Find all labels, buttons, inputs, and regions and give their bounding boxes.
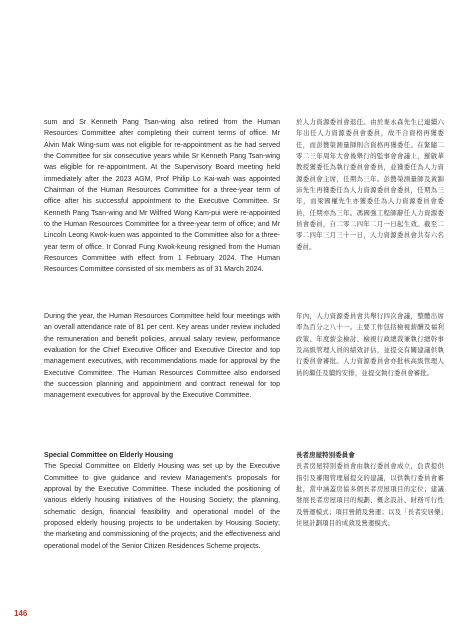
english-paragraph-3: The Special Committee on Elderly Housing was set up by the Executive Committee to give guidance and review Management’s proposals for approval by the Executive Committee. These included the positioning of various elderly housing initiatives of the Housing Society; the planning, schematic design, financial feasibility and operational model of the proposed elderly housing projects to be undertaken by Housing Society; the marketing and commissioning of the projects; and the effectiveness and operational model of the Senior Citizen Residences Scheme projects. — [44, 463, 280, 550]
section-heading-elderly-housing: Special Committee on Elderly Housing — [44, 452, 174, 459]
chinese-paragraph-3: 長者房屋特別委員會由執行委員會成立，負責提供指引及審閱管理層提交的建議，以供執行委員會審批，當中涵蓋房協多個長者房屋項目的定位；建議發展長者房屋項目的規劃、概念設計、財務可行性及營運模式；項目營銷及營運；以及「長者安居樂」住屋計劃項目的成效及營運模式。 — [296, 462, 444, 528]
chinese-paragraph-1: 於人力資源委員會退任。由於麥永森先生已連續六年出任人力資源委員會委員，故不合資格再獲委任，而彭贊榮測量師則合資格再獲委任。在緊隨二零二三年周年大會後舉行的監事會會議上，羅啟華教授獲委任為執行委員會委員，並獲委任為人力資源委員會主席，任期為三年。彭贊榮測量師及黃錦沛先生再獲委任為人力資源委員會委員，任期為三年，而梁國權先生亦獲委任為人力資源委員會委員，任期亦為三年。馮國強工程師辭任人力資源委員會委員，自二零二四年二月一日起生效。截至二零二四年三月三十一日，人力資源委員會共有六名委員。 — [296, 118, 444, 251]
english-paragraph-1: sum and Sr Kenneth Pang Tsan-wing also retired from the Human Resources Committee after completing their current terms of office. Mr Alvin Mak Wing-sum was not eligible for re-appointment as he had served the Committee for six consecutive years while Sr Kenneth Pang Tsan-wing was eligible for re-appointment. At the Supervisory Board meeting held immediately after the 2023 AGM, Prof Philip Lo Kai-wah was appointed Chairman of the Human Resources Committee for a three-year term of office after his successful appointment to the Executive Committee. Sr Kenneth Pang Tsan-wing and Mr Wilfred Wong Kam-pui were re-appointed to the Human Resources Committee for a three-year term of office; and Mr Lincoln Leong Kwok-kuen was appointed to the Committee also for a three-year term of office. Ir Conrad Fung Kwok-keung resigned from the Human Resources Committee with effect from 1 February 2024. The Human Resources Committee consisted of six members as of 31 March 2024. — [44, 119, 280, 274]
chinese-paragraph-2: 年內，人力資源委員會共舉行四次會議，整體出席率為百分之八十一。主要工作包括檢視薪酬及福利政策、年度薪金檢討、檢視行政總裁兼執行總幹事及高級管理人員的績效評估，並提交有關建議供執行委員會審批。人力資源委員會亦批核高級管理人員的繼任及續約安排，並提交執行委員會審批。 — [296, 312, 444, 377]
page-number: 146 — [14, 609, 28, 618]
chinese-section-heading: 長者房屋特別委員會 — [296, 451, 355, 459]
english-paragraph-2: During the year, the Human Resources Committee held four meetings with an overall attendance rate of 81 per cent. Key areas under review included the remuneration and benefit policies, annual salary review, performance evaluation for the Chief Executive Officer and Executive Director and top management executives, with recommendations made for approval by the Executive Committee. The Human Resources Committee also endorsed the succession planning and appointment and contract renewal for top management executives for approval by the Executive Committee. — [44, 313, 280, 400]
